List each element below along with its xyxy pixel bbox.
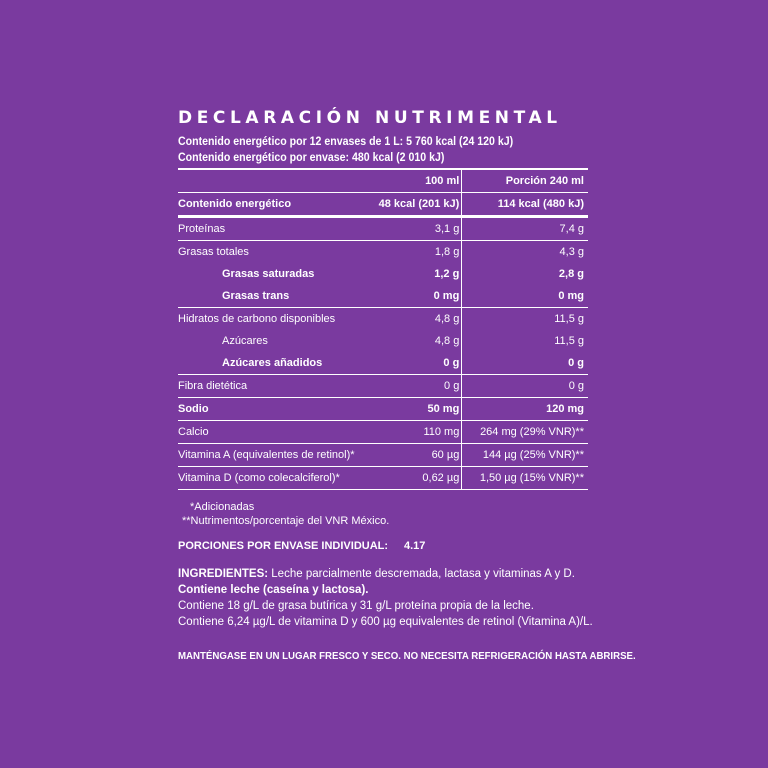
fat-protein-statement: Contiene 18 g/L de grasa butírica y 31 g/L proteína propia de la leche.	[178, 600, 534, 612]
row-label: Calcio	[178, 426, 209, 438]
row-value-100ml: 48 kcal (201 kJ)	[379, 193, 462, 217]
row-value-portion: 1,50 µg (15% VNR)**	[479, 472, 584, 484]
portions-label: PORCIONES POR ENVASE INDIVIDUAL:	[178, 540, 389, 552]
row-label: Fibra dietética	[178, 380, 248, 392]
ingredients-text: Leche parcialmente descremada, lactasa y vitaminas A y D.	[268, 568, 575, 580]
nutrition-table	[178, 168, 588, 490]
allergen-statement: Contiene leche (caseína y lactosa).	[178, 584, 369, 596]
energy-per-container-line: Contenido energético por envase: 480 kcal (2 010 kJ)	[178, 152, 445, 164]
row-value-100ml: 0 mg	[379, 285, 462, 308]
energy-total-line: Contenido energético por 12 envases de 1 L: 5 760 kcal (24 120 kJ)	[178, 136, 514, 148]
row-value-100ml: 50 mg	[379, 398, 462, 421]
row-value-100ml: 1,8 g	[379, 241, 462, 264]
row-label: Grasas saturadas	[222, 268, 315, 280]
table-row	[178, 467, 588, 490]
table-row	[178, 444, 588, 467]
table-row	[178, 352, 588, 375]
ingredients-line	[178, 566, 608, 582]
row-value-portion: 264 mg (29% VNR)**	[480, 426, 584, 438]
row-value-portion: 7,4 g	[559, 223, 584, 235]
row-value-100ml: 4,8 g	[379, 330, 462, 352]
table-row	[178, 217, 588, 241]
portions-line	[178, 540, 426, 552]
table-row	[178, 241, 588, 264]
header-100ml: 100 ml	[379, 169, 462, 193]
row-value-portion: 2,8 g	[558, 268, 584, 280]
nutrition-facts-panel	[178, 108, 598, 528]
row-label: Grasas trans	[222, 290, 290, 302]
row-label: Vitamina A (equivalentes de retinol)*	[178, 449, 355, 461]
ingredients-heading: INGREDIENTES:	[178, 568, 269, 580]
table-row	[178, 308, 588, 331]
row-value-100ml: 60 µg	[379, 444, 462, 467]
row-value-100ml: 3,1 g	[379, 217, 462, 241]
row-value-100ml: 0,62 µg	[379, 467, 462, 490]
row-label: Sodio	[178, 403, 209, 415]
row-value-portion: 0 g	[568, 357, 584, 369]
table-row	[178, 398, 588, 421]
row-value-100ml: 1,2 g	[379, 263, 462, 285]
row-value-100ml: 4,8 g	[379, 308, 462, 331]
vitamin-statement: Contiene 6,24 µg/L de vitamina D y 600 µg equivalentes de retinol (Vitamina A)/L.	[178, 616, 593, 628]
header-empty	[178, 169, 379, 193]
row-value-portion: 0 mg	[558, 290, 584, 302]
nutrition-title: DECLARACIÓN NUTRIMENTAL	[178, 108, 562, 128]
row-label: Contenido energético	[178, 198, 292, 210]
table-row	[178, 285, 588, 308]
table-header-row	[178, 169, 588, 193]
table-row	[178, 375, 588, 398]
row-label: Proteínas	[178, 223, 226, 235]
table-row	[178, 193, 588, 217]
row-value-portion: 11,5 g	[554, 313, 584, 325]
row-value-100ml: 110 mg	[379, 421, 462, 444]
row-label: Grasas totales	[178, 246, 249, 258]
row-value-portion: 11,5 g	[554, 335, 584, 347]
row-value-portion: 120 mg	[546, 403, 584, 415]
ingredients-block	[178, 566, 608, 630]
row-label: Azúcares	[222, 335, 268, 347]
footnote-vnr: **Nutrimentos/porcentaje del VNR México.	[182, 515, 390, 527]
header-portion: Porción 240 ml	[505, 175, 584, 187]
row-label: Vitamina D (como colecalciferol)*	[178, 472, 340, 484]
row-value-100ml: 0 g	[379, 375, 462, 398]
row-value-portion: 144 µg (25% VNR)**	[482, 449, 584, 461]
row-label: Azúcares añadidos	[222, 357, 323, 369]
table-row	[178, 421, 588, 444]
footnotes	[178, 500, 598, 528]
row-value-portion: 0 g	[568, 380, 584, 392]
row-label: Hidratos de carbono disponibles	[178, 313, 336, 325]
portions-value: 4.17	[404, 540, 426, 552]
row-value-portion: 114 kcal (480 kJ)	[497, 198, 584, 210]
table-row	[178, 330, 588, 352]
row-value-portion: 4,3 g	[559, 246, 584, 258]
storage-instructions: MANTÉNGASE EN UN LUGAR FRESCO Y SECO. NO NECESITA REFRIGERACIÓN HASTA ABRIRSE.	[178, 650, 636, 662]
row-value-100ml: 0 g	[379, 352, 462, 375]
footnote-added: *Adicionadas	[190, 501, 255, 513]
table-row	[178, 263, 588, 285]
